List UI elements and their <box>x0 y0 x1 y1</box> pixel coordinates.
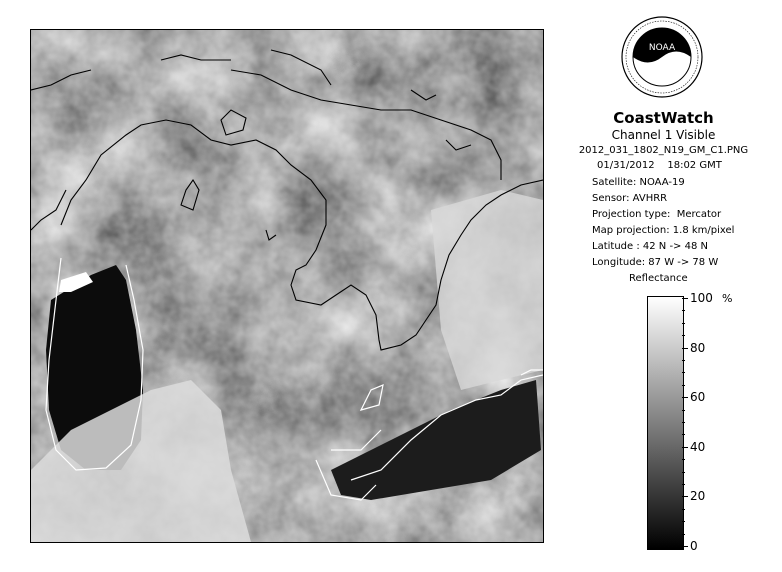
legend-tick-label: 0 <box>690 539 698 553</box>
reflectance-colorbar <box>647 296 684 550</box>
legend-minor-tick <box>682 422 685 423</box>
brand-title: CoastWatch <box>613 109 714 127</box>
legend-minor-tick <box>682 385 685 386</box>
legend-title: Reflectance <box>629 273 688 284</box>
sensor-info: Sensor: AVHRR <box>592 193 668 204</box>
legend-minor-tick <box>682 335 685 336</box>
legend-tick-label: 60 <box>690 390 706 405</box>
legend-minor-tick <box>682 534 685 535</box>
legend-minor-tick <box>682 410 685 411</box>
legend-minor-tick <box>682 298 685 299</box>
map-canvas <box>31 30 543 542</box>
projection-type-info: Projection type: Mercator <box>592 209 722 220</box>
legend-tick-label: 100 <box>690 291 713 305</box>
latitude-info: Latitude : 42 N -> 48 N <box>592 241 708 252</box>
product-subtitle: Channel 1 Visible <box>611 128 716 142</box>
longitude-info: Longitude: 87 W -> 78 W <box>592 257 719 268</box>
legend-minor-tick <box>682 372 685 373</box>
noaa-logo-text: NOAA <box>648 43 676 53</box>
legend-minor-tick <box>682 546 685 547</box>
legend-minor-tick <box>682 509 685 510</box>
legend-minor-tick <box>682 397 685 398</box>
noaa-seal-icon <box>621 16 703 98</box>
legend-tick-label: 40 <box>690 439 706 454</box>
legend-minor-tick <box>682 459 685 460</box>
legend-minor-tick <box>682 310 685 311</box>
image-datetime: 01/31/2012 18:02 GMT <box>597 160 722 171</box>
legend-minor-tick <box>682 447 685 448</box>
legend-minor-tick <box>682 472 685 473</box>
satellite-info: Satellite: NOAA-19 <box>592 177 685 188</box>
legend-minor-tick <box>682 521 685 522</box>
image-filename: 2012_031_1802_N19_GM_C1.PNG <box>578 145 749 156</box>
legend-tick-label: 80 <box>690 340 706 355</box>
legend-tick-label: 20 <box>690 489 706 504</box>
legend-minor-tick <box>682 348 685 349</box>
legend-minor-tick <box>682 360 685 361</box>
map-projection-info: Map projection: 1.8 km/pixel <box>592 225 735 236</box>
legend-minor-tick <box>682 484 685 485</box>
legend-minor-tick <box>682 434 685 435</box>
satellite-image-map <box>30 29 544 543</box>
legend-unit: % <box>722 292 733 305</box>
legend-minor-tick <box>682 496 685 497</box>
legend-minor-tick <box>682 323 685 324</box>
